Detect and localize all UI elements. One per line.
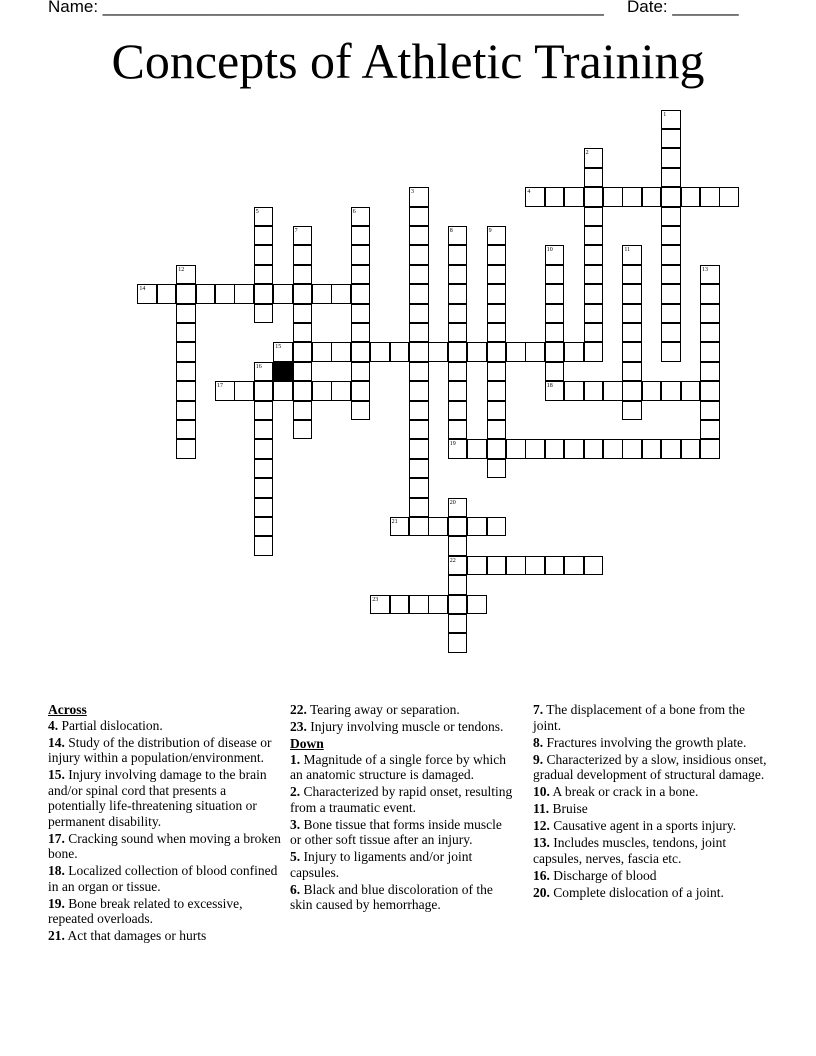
grid-cell[interactable] [234, 284, 254, 304]
clue-text: Bone tissue that forms inside muscle or other soft tissue after an injury. [290, 816, 502, 847]
down-clue [290, 784, 516, 815]
down-clue [533, 818, 769, 834]
grid-cell[interactable] [351, 323, 371, 343]
grid-cell[interactable] [603, 187, 623, 207]
clue-number: 21. [48, 928, 65, 943]
across-clue-list-part-2 [290, 702, 516, 735]
grid-cell[interactable] [661, 342, 681, 362]
date-field-label[interactable]: Date: _______ [627, 0, 739, 16]
down-clue [290, 752, 516, 783]
clue-number: 2. [290, 784, 301, 799]
down-clue [533, 752, 769, 783]
grid-cell[interactable] [545, 187, 565, 207]
clue-text: Fractures involving the growth plate. [543, 734, 747, 750]
clue-number-label: 7 [294, 227, 298, 234]
clue-number-label: 8 [449, 227, 453, 234]
clue-text: Act that damages or hurts [64, 928, 207, 943]
grid-cell[interactable] [448, 304, 468, 324]
clue-number-label: 2 [585, 150, 589, 157]
grid-cell[interactable] [254, 536, 274, 556]
grid-cell[interactable] [409, 478, 429, 498]
clues-column-2 [290, 702, 516, 914]
clues-column-3 [533, 702, 769, 902]
clue-number: 18. [48, 863, 65, 878]
clue-text: Partial dislocation. [58, 717, 163, 733]
clue-number: 20. [533, 884, 550, 900]
grid-cell[interactable] [622, 362, 642, 382]
grid-cell[interactable] [351, 284, 371, 304]
clue-text: Injury involving damage to the brain and/or spinal cord that presents a potentially life-threatening situation or permanent disability. [48, 767, 267, 829]
clue-number: 23. [290, 719, 307, 734]
clue-number: 1. [290, 751, 301, 767]
grid-cell[interactable] [545, 362, 565, 382]
clue-number-label: 3 [411, 189, 414, 196]
grid-cell[interactable] [293, 342, 313, 362]
clue-text: Cracking sound when moving a broken bone. [48, 830, 281, 861]
clue-number-label: 12 [178, 266, 185, 273]
clue-text: Tearing away or separation. [306, 702, 460, 717]
grid-cell[interactable] [525, 556, 545, 576]
clue-number-label: 4 [527, 189, 531, 196]
grid-cell[interactable] [622, 284, 642, 304]
grid-cell[interactable] [293, 304, 313, 324]
grid-cell[interactable] [545, 323, 565, 343]
grid-cell[interactable] [584, 342, 604, 362]
grid-cell[interactable] [545, 265, 565, 285]
clue-number-label: 21 [391, 518, 398, 525]
clue-text: Black and blue discoloration of the skin caused by hemorrhage. [290, 881, 493, 912]
clue-number-label: 23 [372, 596, 379, 603]
grid-cell[interactable] [700, 381, 720, 401]
grid-cell[interactable] [293, 420, 313, 440]
grid-cell[interactable] [409, 459, 429, 479]
grid-cell[interactable] [176, 420, 196, 440]
grid-cell[interactable] [409, 226, 429, 246]
page-title: Concepts of Athletic Training [111, 33, 705, 89]
clue-text: Causative agent in a sports injury. [549, 818, 737, 833]
grid-cell[interactable] [700, 420, 720, 440]
grid-cell[interactable] [234, 381, 254, 401]
grid-cell[interactable] [254, 401, 274, 421]
grid-cell[interactable] [331, 381, 351, 401]
clue-text: Magnitude of a single force by which an anatomic structure is damaged. [290, 751, 506, 782]
clue-number-label: 11 [624, 247, 631, 254]
grid-cell[interactable] [428, 517, 448, 537]
down-clue [533, 835, 769, 866]
grid-cell[interactable] [506, 556, 526, 576]
grid-cell[interactable] [351, 226, 371, 246]
clue-text: A break or crack in a bone. [549, 784, 699, 799]
clue-text: Study of the distribution of disease or injury within a population/environment. [48, 734, 272, 765]
clue-number-label: 10 [546, 247, 553, 254]
across-clue-list-part-1 [48, 718, 284, 944]
grid-cell[interactable] [545, 342, 565, 362]
clue-text: Injury involving muscle or tendons. [306, 719, 504, 734]
grid-cell[interactable] [293, 362, 313, 382]
grid-cell[interactable] [409, 498, 429, 518]
grid-cell[interactable] [584, 556, 604, 576]
grid-cell[interactable] [409, 401, 429, 421]
grid-cell[interactable] [409, 323, 429, 343]
clues-column-1 [48, 702, 284, 945]
clue-number-label: 19 [449, 441, 456, 448]
clue-number: 3. [290, 816, 301, 832]
clue-number-label: 5 [255, 208, 259, 215]
grid-cell[interactable] [487, 517, 507, 537]
down-clue-list-part-1 [290, 752, 516, 913]
grid-cell[interactable] [448, 265, 468, 285]
grid-cell[interactable] [448, 575, 468, 595]
grid-cell[interactable] [409, 284, 429, 304]
grid-cell[interactable] [622, 401, 642, 421]
grid-cell[interactable] [700, 439, 720, 459]
grid-cell[interactable] [409, 517, 429, 537]
grid-cell[interactable] [661, 284, 681, 304]
grid-cell[interactable] [428, 342, 448, 362]
grid-cell[interactable] [448, 245, 468, 265]
grid-cell[interactable] [293, 245, 313, 265]
grid-cell[interactable] [622, 265, 642, 285]
grid-cell[interactable] [584, 168, 604, 188]
grid-cell[interactable] [293, 381, 313, 401]
down-clue [533, 784, 769, 800]
grid-cell[interactable] [661, 265, 681, 285]
grid-cell[interactable] [642, 439, 662, 459]
grid-cell[interactable] [293, 284, 313, 304]
grid-cell[interactable] [331, 342, 351, 362]
clue-number: 11. [533, 801, 550, 816]
grid-cell[interactable] [487, 401, 507, 421]
grid-cell[interactable] [254, 420, 274, 440]
grid-cell[interactable] [196, 284, 216, 304]
grid-cell[interactable] [525, 439, 545, 459]
grid-cell[interactable] [564, 342, 584, 362]
across-clue [48, 767, 284, 829]
grid-cell[interactable] [661, 245, 681, 265]
grid-cell[interactable] [584, 439, 604, 459]
grid-cell[interactable] [506, 342, 526, 362]
grid-cell[interactable] [351, 381, 371, 401]
grid-cell[interactable] [467, 556, 487, 576]
grid-cell[interactable] [681, 187, 701, 207]
grid-cell[interactable] [584, 284, 604, 304]
grid-cell[interactable] [331, 284, 351, 304]
grid-cell[interactable] [642, 381, 662, 401]
clue-number: 12. [533, 818, 550, 833]
grid-cell[interactable] [622, 187, 642, 207]
grid-cell[interactable] [700, 304, 720, 324]
clue-number: 6. [290, 881, 301, 897]
clue-number: 19. [48, 895, 65, 911]
grid-cell[interactable] [273, 284, 293, 304]
clue-text: Characterized by a slow, insidious onset, gradual development of structural damage. [533, 751, 767, 782]
grid-cell[interactable] [312, 342, 332, 362]
grid-cell[interactable] [661, 168, 681, 188]
grid-cell[interactable] [622, 439, 642, 459]
grid-cell[interactable] [254, 265, 274, 285]
grid-cell[interactable] [487, 362, 507, 382]
grid-cell[interactable] [584, 381, 604, 401]
grid-cell[interactable] [409, 420, 429, 440]
grid-cell[interactable] [545, 304, 565, 324]
clue-number: 8. [533, 734, 544, 750]
clue-number-label: 22 [449, 557, 456, 564]
clue-number-label: 13 [702, 266, 708, 273]
clue-number-label: 6 [352, 208, 356, 215]
clue-number: 10. [533, 784, 550, 799]
grid-cell[interactable] [564, 187, 584, 207]
grid-cell[interactable] [254, 284, 274, 304]
grid-cell[interactable] [487, 265, 507, 285]
grid-cell[interactable] [409, 265, 429, 285]
grid-cell[interactable] [545, 556, 565, 576]
clue-text: Bruise [549, 801, 588, 816]
clue-text: Bone break related to excessive, repeated overloads. [48, 895, 243, 926]
clue-number-label: 20 [449, 499, 456, 506]
grid-cell[interactable] [409, 304, 429, 324]
grid-cell[interactable] [176, 342, 196, 362]
down-clue [290, 849, 516, 880]
grid-cell[interactable] [584, 265, 604, 285]
grid-cell[interactable] [254, 245, 274, 265]
grid-cell[interactable] [487, 284, 507, 304]
grid-cell[interactable] [487, 304, 507, 324]
grid-cell[interactable] [700, 323, 720, 343]
grid-cell[interactable] [467, 517, 487, 537]
grid-cell[interactable] [719, 187, 739, 207]
grid-cell[interactable] [661, 226, 681, 246]
clue-text: The displacement of a bone from the joint. [533, 702, 745, 733]
grid-block [273, 362, 293, 382]
grid-cell[interactable] [448, 381, 468, 401]
grid-cell[interactable] [409, 342, 429, 362]
grid-cell[interactable] [448, 595, 468, 615]
grid-cell[interactable] [428, 595, 448, 615]
clue-number: 14. [48, 734, 65, 750]
grid-cell[interactable] [448, 401, 468, 421]
grid-cell[interactable] [467, 595, 487, 615]
grid-cell[interactable] [681, 381, 701, 401]
grid-cell[interactable] [584, 304, 604, 324]
down-heading: Down [290, 736, 324, 751]
grid-cell[interactable] [467, 439, 487, 459]
grid-cell[interactable] [584, 245, 604, 265]
clue-text: Localized collection of blood confined in an organ or tissue. [48, 863, 278, 894]
grid-cell[interactable] [390, 595, 410, 615]
grid-cell[interactable] [370, 342, 390, 362]
across-heading: Across [48, 702, 87, 717]
grid-cell[interactable] [545, 439, 565, 459]
grid-cell[interactable] [661, 381, 681, 401]
clue-number: 15. [48, 767, 65, 782]
grid-cell[interactable] [622, 381, 642, 401]
grid-cell[interactable] [448, 536, 468, 556]
grid-cell[interactable] [176, 401, 196, 421]
clue-number: 16. [533, 867, 550, 883]
grid-cell[interactable] [642, 187, 662, 207]
grid-cell[interactable] [254, 439, 274, 459]
grid-cell[interactable] [487, 323, 507, 343]
clue-text: Complete dislocation of a joint. [549, 884, 724, 900]
grid-cell[interactable] [293, 401, 313, 421]
clue-number-label: 1 [663, 111, 667, 118]
grid-cell[interactable] [409, 362, 429, 382]
down-clue [290, 882, 516, 913]
clue-number: 22. [290, 702, 307, 717]
grid-cell[interactable] [487, 245, 507, 265]
grid-cell[interactable] [448, 323, 468, 343]
grid-cell[interactable] [487, 556, 507, 576]
clue-number: 7. [533, 702, 544, 717]
grid-cell[interactable] [448, 633, 468, 653]
grid-cell[interactable] [622, 323, 642, 343]
grid-cell[interactable] [700, 187, 720, 207]
grid-cell[interactable] [176, 284, 196, 304]
across-clue [48, 735, 284, 766]
across-clue [48, 896, 284, 927]
grid-cell[interactable] [254, 478, 274, 498]
grid-cell[interactable] [351, 245, 371, 265]
grid-cell[interactable] [448, 342, 468, 362]
grid-cell[interactable] [584, 207, 604, 227]
grid-cell[interactable] [409, 595, 429, 615]
clue-text: Discharge of blood [549, 867, 657, 883]
grid-cell[interactable] [661, 187, 681, 207]
grid-cell[interactable] [661, 304, 681, 324]
grid-cell[interactable] [409, 439, 429, 459]
across-clue [48, 831, 284, 862]
clue-number-label: 9 [488, 227, 492, 234]
grid-cell[interactable] [564, 556, 584, 576]
grid-cell[interactable] [390, 342, 410, 362]
down-clue [533, 868, 769, 884]
grid-cell[interactable] [293, 265, 313, 285]
grid-cell[interactable] [254, 381, 274, 401]
across-clue [290, 702, 516, 718]
grid-cell[interactable] [176, 323, 196, 343]
grid-cell[interactable] [448, 614, 468, 634]
across-clue [290, 719, 516, 735]
grid-cell[interactable] [545, 284, 565, 304]
grid-cell[interactable] [487, 342, 507, 362]
clue-number-label: 17 [217, 383, 223, 390]
grid-cell[interactable] [312, 381, 332, 401]
grid-cell[interactable] [700, 284, 720, 304]
grid-cell[interactable] [700, 362, 720, 382]
name-field-label[interactable]: Name: _____________________________________________________ [48, 0, 604, 16]
grid-cell[interactable] [215, 284, 235, 304]
grid-cell[interactable] [448, 517, 468, 537]
grid-cell[interactable] [409, 207, 429, 227]
grid-cell[interactable] [487, 420, 507, 440]
grid-cell[interactable] [487, 459, 507, 479]
grid-cell[interactable] [603, 381, 623, 401]
grid-cell[interactable] [351, 362, 371, 382]
grid-cell[interactable] [254, 517, 274, 537]
clue-number-label: 14 [139, 286, 146, 293]
clue-text: Characterized by rapid onset, resulting from a traumatic event. [290, 784, 513, 815]
grid-cell[interactable] [176, 439, 196, 459]
grid-cell[interactable] [176, 381, 196, 401]
across-clue [48, 718, 284, 734]
grid-cell[interactable] [351, 342, 371, 362]
grid-cell[interactable] [681, 439, 701, 459]
grid-cell[interactable] [448, 420, 468, 440]
grid-cell[interactable] [293, 323, 313, 343]
grid-cell[interactable] [700, 401, 720, 421]
clue-number: 4. [48, 717, 59, 733]
grid-cell[interactable] [487, 439, 507, 459]
grid-cell[interactable] [448, 284, 468, 304]
down-clue [533, 735, 769, 751]
grid-cell[interactable] [661, 207, 681, 227]
clue-number-label: 18 [546, 383, 553, 390]
grid-cell[interactable] [254, 304, 274, 324]
grid-cell[interactable] [564, 381, 584, 401]
clue-number-label: 15 [275, 344, 282, 351]
grid-cell[interactable] [176, 362, 196, 382]
clue-number: 17. [48, 830, 65, 846]
down-clue [533, 702, 769, 733]
grid-cell[interactable] [584, 323, 604, 343]
grid-cell[interactable] [176, 304, 196, 324]
grid-cell[interactable] [254, 498, 274, 518]
grid-cell[interactable] [584, 187, 604, 207]
grid-cell[interactable] [622, 342, 642, 362]
clue-text: Injury to ligaments and/or joint capsules. [290, 849, 473, 880]
across-clue [48, 928, 284, 944]
grid-cell[interactable] [661, 148, 681, 168]
grid-cell[interactable] [351, 304, 371, 324]
grid-cell[interactable] [584, 226, 604, 246]
grid-cell[interactable] [661, 129, 681, 149]
down-clue [533, 801, 769, 817]
down-clue-list-part-2 [533, 702, 769, 900]
grid-cell[interactable] [622, 304, 642, 324]
grid-cell[interactable] [448, 362, 468, 382]
clue-number: 9. [533, 751, 544, 767]
grid-cell[interactable] [603, 439, 623, 459]
grid-cell[interactable] [506, 439, 526, 459]
grid-cell[interactable] [351, 265, 371, 285]
grid-cell[interactable] [157, 284, 177, 304]
grid-cell[interactable] [409, 245, 429, 265]
grid-cell[interactable] [467, 342, 487, 362]
clue-number: 13. [533, 835, 550, 850]
grid-cell[interactable] [525, 342, 545, 362]
grid-cell[interactable] [351, 401, 371, 421]
grid-cell[interactable] [254, 226, 274, 246]
down-clue [533, 885, 769, 901]
grid-cell[interactable] [409, 381, 429, 401]
grid-cell[interactable] [700, 342, 720, 362]
clue-text: Includes muscles, tendons, joint capsules, nerves, fascia etc. [533, 835, 727, 866]
grid-cell[interactable] [661, 323, 681, 343]
grid-cell[interactable] [312, 284, 332, 304]
grid-cell[interactable] [487, 381, 507, 401]
clue-number-label: 16 [255, 363, 262, 370]
grid-cell[interactable] [661, 439, 681, 459]
down-clue [290, 817, 516, 848]
across-clue [48, 863, 284, 894]
grid-cell[interactable] [564, 439, 584, 459]
grid-cell[interactable] [254, 459, 274, 479]
clue-number: 5. [290, 849, 301, 864]
grid-cell[interactable] [273, 381, 293, 401]
